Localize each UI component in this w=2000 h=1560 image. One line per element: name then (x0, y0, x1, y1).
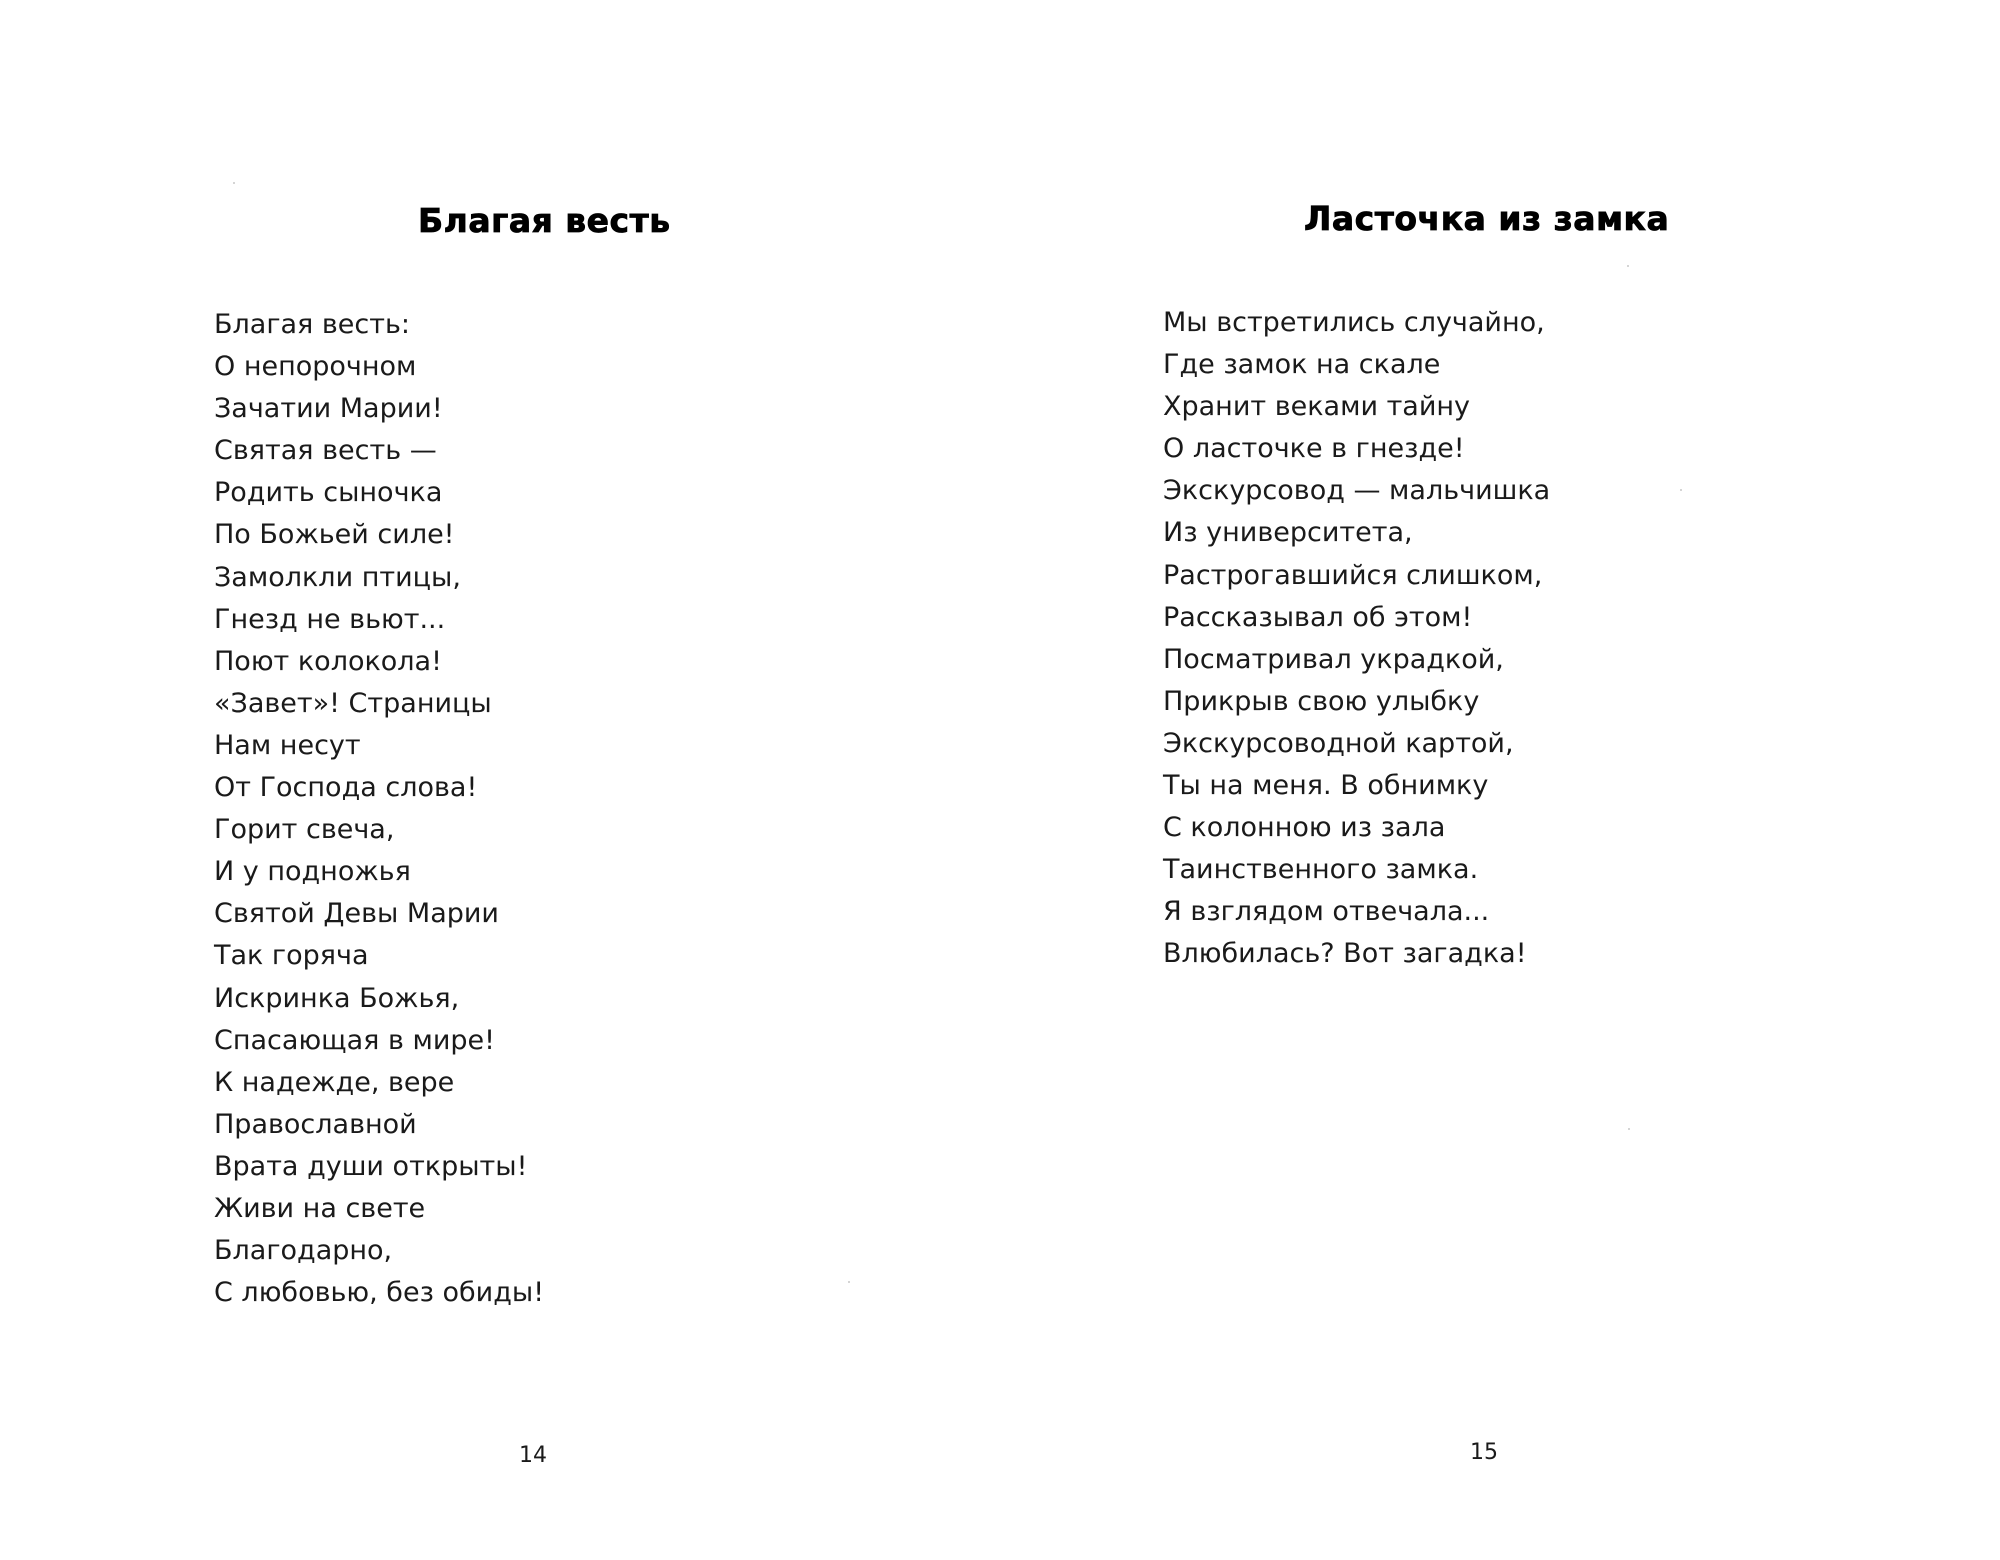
verse-line: Так горяча (214, 940, 369, 972)
poem-verse (1163, 302, 1550, 976)
verse-line: Экскурсовод — мальчишка (1163, 475, 1551, 507)
verse-line: Прикрыв свою улыбку (1163, 685, 1480, 717)
verse-line: Нам несут (214, 729, 361, 761)
verse-line: Горит свеча, (214, 814, 395, 846)
page-number: 14 (519, 1443, 547, 1468)
verse-line: Растрогавшийся слишком, (1163, 559, 1543, 591)
verse-line: Православной (214, 1108, 417, 1140)
poem-title: Ласточка из замка (1304, 199, 1670, 238)
scan-speck (233, 182, 235, 184)
scan-speck (848, 1281, 850, 1283)
verse-line: О ласточке в гнезде! (1163, 433, 1465, 465)
verse-line: По Божьей силе! (214, 519, 455, 551)
page-number: 15 (1470, 1440, 1498, 1465)
verse-line: Благодарно, (214, 1235, 393, 1267)
verse-line: Замолкли птицы, (214, 561, 461, 593)
verse-line: Из университета, (1163, 517, 1413, 549)
scan-speck (1627, 265, 1629, 267)
verse-line: Посматривал украдкой, (1163, 643, 1504, 675)
verse-line: Где замок на скале (1163, 349, 1441, 381)
verse-line: Я взглядом отвечала... (1163, 896, 1490, 928)
verse-line: С любовью, без обиды! (214, 1277, 545, 1309)
verse-line: С колонною из зала (1163, 812, 1446, 844)
poem-verse (214, 304, 544, 1314)
verse-line: Святой Девы Марии (214, 898, 499, 930)
verse-line: Поют колокола! (214, 645, 442, 677)
verse-line: Хранит веками тайну (1163, 391, 1471, 423)
scan-speck (1680, 489, 1682, 491)
verse-line: Зачатии Марии! (214, 393, 443, 425)
verse-line: Благая весть: (214, 309, 410, 340)
verse-line: И у подножья (214, 856, 411, 888)
verse-line: Врата души открыты! (214, 1150, 528, 1182)
verse-line: Рассказывал об этом! (1163, 601, 1473, 633)
verse-line: Мы встретились случайно, (1163, 307, 1545, 338)
verse-line: Таинственного замка. (1163, 854, 1479, 886)
verse-line: От Господа слова! (214, 772, 478, 804)
poem-title: Благая весть (418, 201, 671, 240)
right-page (1000, 0, 2000, 1560)
verse-line: Искринка Божья, (214, 982, 460, 1014)
verse-line: Экскурсоводной картой, (1163, 727, 1514, 759)
verse-line: О непорочном (214, 351, 417, 383)
verse-line: Родить сыночка (214, 477, 443, 509)
verse-line: «Завет»! Страницы (214, 687, 492, 719)
verse-line: Святая весть — (214, 435, 437, 467)
verse-line: К надежде, вере (214, 1066, 455, 1098)
verse-line: Спасающая в мире! (214, 1024, 495, 1056)
verse-line: Живи на свете (214, 1192, 426, 1224)
scan-speck (1628, 1128, 1630, 1130)
verse-line: Влюбилась? Вот загадка! (1163, 938, 1527, 970)
verse-line: Ты на меня. В обнимку (1163, 770, 1489, 802)
verse-line: Гнезд не вьют... (214, 603, 446, 635)
